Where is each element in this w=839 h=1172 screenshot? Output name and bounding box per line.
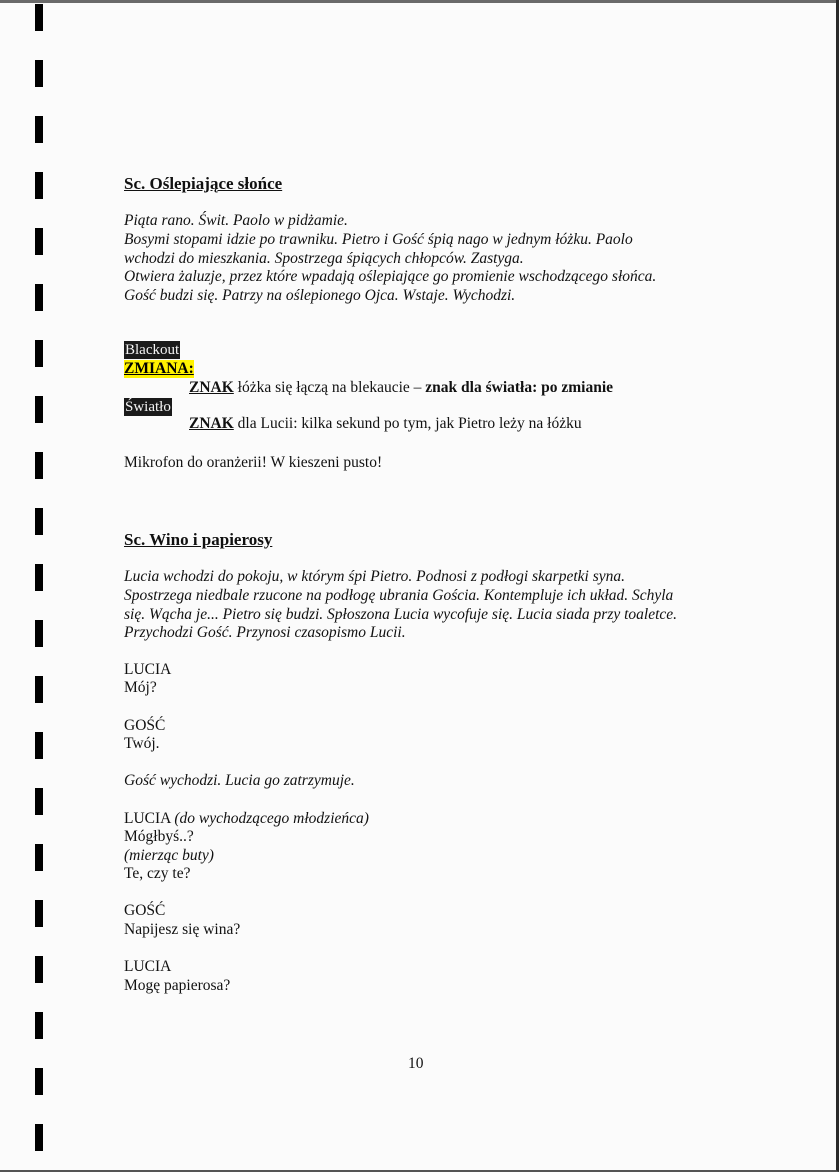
binding-hole: [35, 900, 43, 927]
cue-line: [189, 415, 582, 433]
binding-hole: [35, 676, 43, 703]
binding-hole: [35, 508, 43, 535]
binding-hole: [35, 4, 43, 31]
cue-line: [189, 379, 613, 397]
dialogue-line: Napijesz się wina?: [124, 921, 241, 938]
binding-hole: [35, 452, 43, 479]
stage-line: wchodzi do mieszkania. Spostrzega śpiących chłopców. Zastyga.: [124, 249, 524, 267]
stage-directions: [124, 212, 656, 306]
stage-line: Otwiera żaluzje, przez które wpadają oślepiające go promienie wschodzącego słońca.: [124, 268, 657, 286]
stage-line: się. Wącha je... Pietro się budzi. Spłoszona Lucia wycofuje się. Lucia siada przy toaletce.: [124, 605, 678, 623]
dialogue-line: Te, czy te?: [124, 865, 191, 882]
speaker-name: LUCIA: [124, 810, 171, 827]
blackout-label: Blackout: [125, 342, 180, 358]
speaker-name: LUCIA: [124, 958, 172, 975]
binding-hole: [35, 620, 43, 647]
stage-line: Piąta rano. Świt. Paolo w pidżamie.: [124, 212, 348, 229]
speaker-line: [124, 810, 369, 828]
binding-hole: [35, 1012, 43, 1039]
binding-hole: [35, 844, 43, 871]
binding-hole: [35, 396, 43, 423]
dialogue-line: Mój?: [124, 679, 157, 696]
zmiana-label: ZMIANA:: [124, 360, 194, 377]
stage-line: Bosymi stopami idzie po trawniku. Pietro i Gość śpią nago w jednym łóżku. Paolo: [124, 230, 633, 248]
binding-hole: [35, 172, 43, 199]
binding-hole: [35, 116, 43, 143]
stage-line: Spostrzega niedbale rzucone na podłogę ubrania Gościa. Kontempluje ich układ. Schyla: [124, 586, 674, 604]
binding-hole: [35, 1068, 43, 1095]
scene-heading: Sc. Wino i papierosy: [124, 530, 273, 549]
binding-hole: [35, 60, 43, 87]
speaker-name: LUCIA: [124, 661, 172, 678]
parenthetical: (mierząc buty): [124, 847, 214, 864]
binding-hole: [35, 564, 43, 591]
binding-hole: [35, 956, 43, 983]
stage-line: Gość budzi się. Patrzy na oślepionego Ojca. Wstaje. Wychodzi.: [124, 287, 516, 305]
znak-marker: ZNAK: [189, 379, 234, 396]
binding-hole: [35, 732, 43, 759]
scan-top-edge: [0, 0, 836, 3]
dialogue-line: Mógłbyś..?: [124, 828, 194, 845]
page-number: 10: [408, 1055, 424, 1072]
binding-hole: [35, 340, 43, 367]
stage-direction: Gość wychodzi. Lucia go zatrzymuje.: [124, 772, 355, 789]
binding-hole: [35, 228, 43, 255]
stage-directions: [124, 568, 677, 643]
swiatlo-label: Światło: [125, 399, 171, 415]
binding-hole: [35, 284, 43, 311]
scene-heading: Sc. Oślepiające słońce: [124, 174, 283, 193]
stage-line: Przychodzi Gość. Przynosi czasopismo Lucii.: [124, 624, 406, 642]
binding-hole: [35, 788, 43, 815]
dialogue-line: Twój.: [124, 735, 160, 752]
cue-text: łóżka się łączą na blekaucie –: [233, 379, 426, 396]
cue-text: dla Lucii: kilka sekund po tym, jak Pietro leży na łóżku: [233, 415, 582, 432]
binding-hole: [35, 1124, 43, 1151]
znak-marker: ZNAK: [189, 415, 234, 432]
speaker-name: GOŚĆ: [124, 717, 166, 734]
cue-bold-text: znak dla światła: po zmianie: [425, 379, 614, 396]
dialogue-line: Mogę papierosa?: [124, 977, 231, 994]
stage-line: Lucia wchodzi do pokoju, w którym śpi Pietro. Podnosi z podłogi skarpetki syna.: [124, 568, 625, 585]
binding-holes: [35, 0, 43, 1172]
production-note: Mikrofon do oranżerii! W kieszeni pusto!: [124, 454, 383, 471]
parenthetical: (do wychodzącego młodzieńca): [174, 810, 369, 827]
speaker-name: GOŚĆ: [124, 902, 166, 919]
